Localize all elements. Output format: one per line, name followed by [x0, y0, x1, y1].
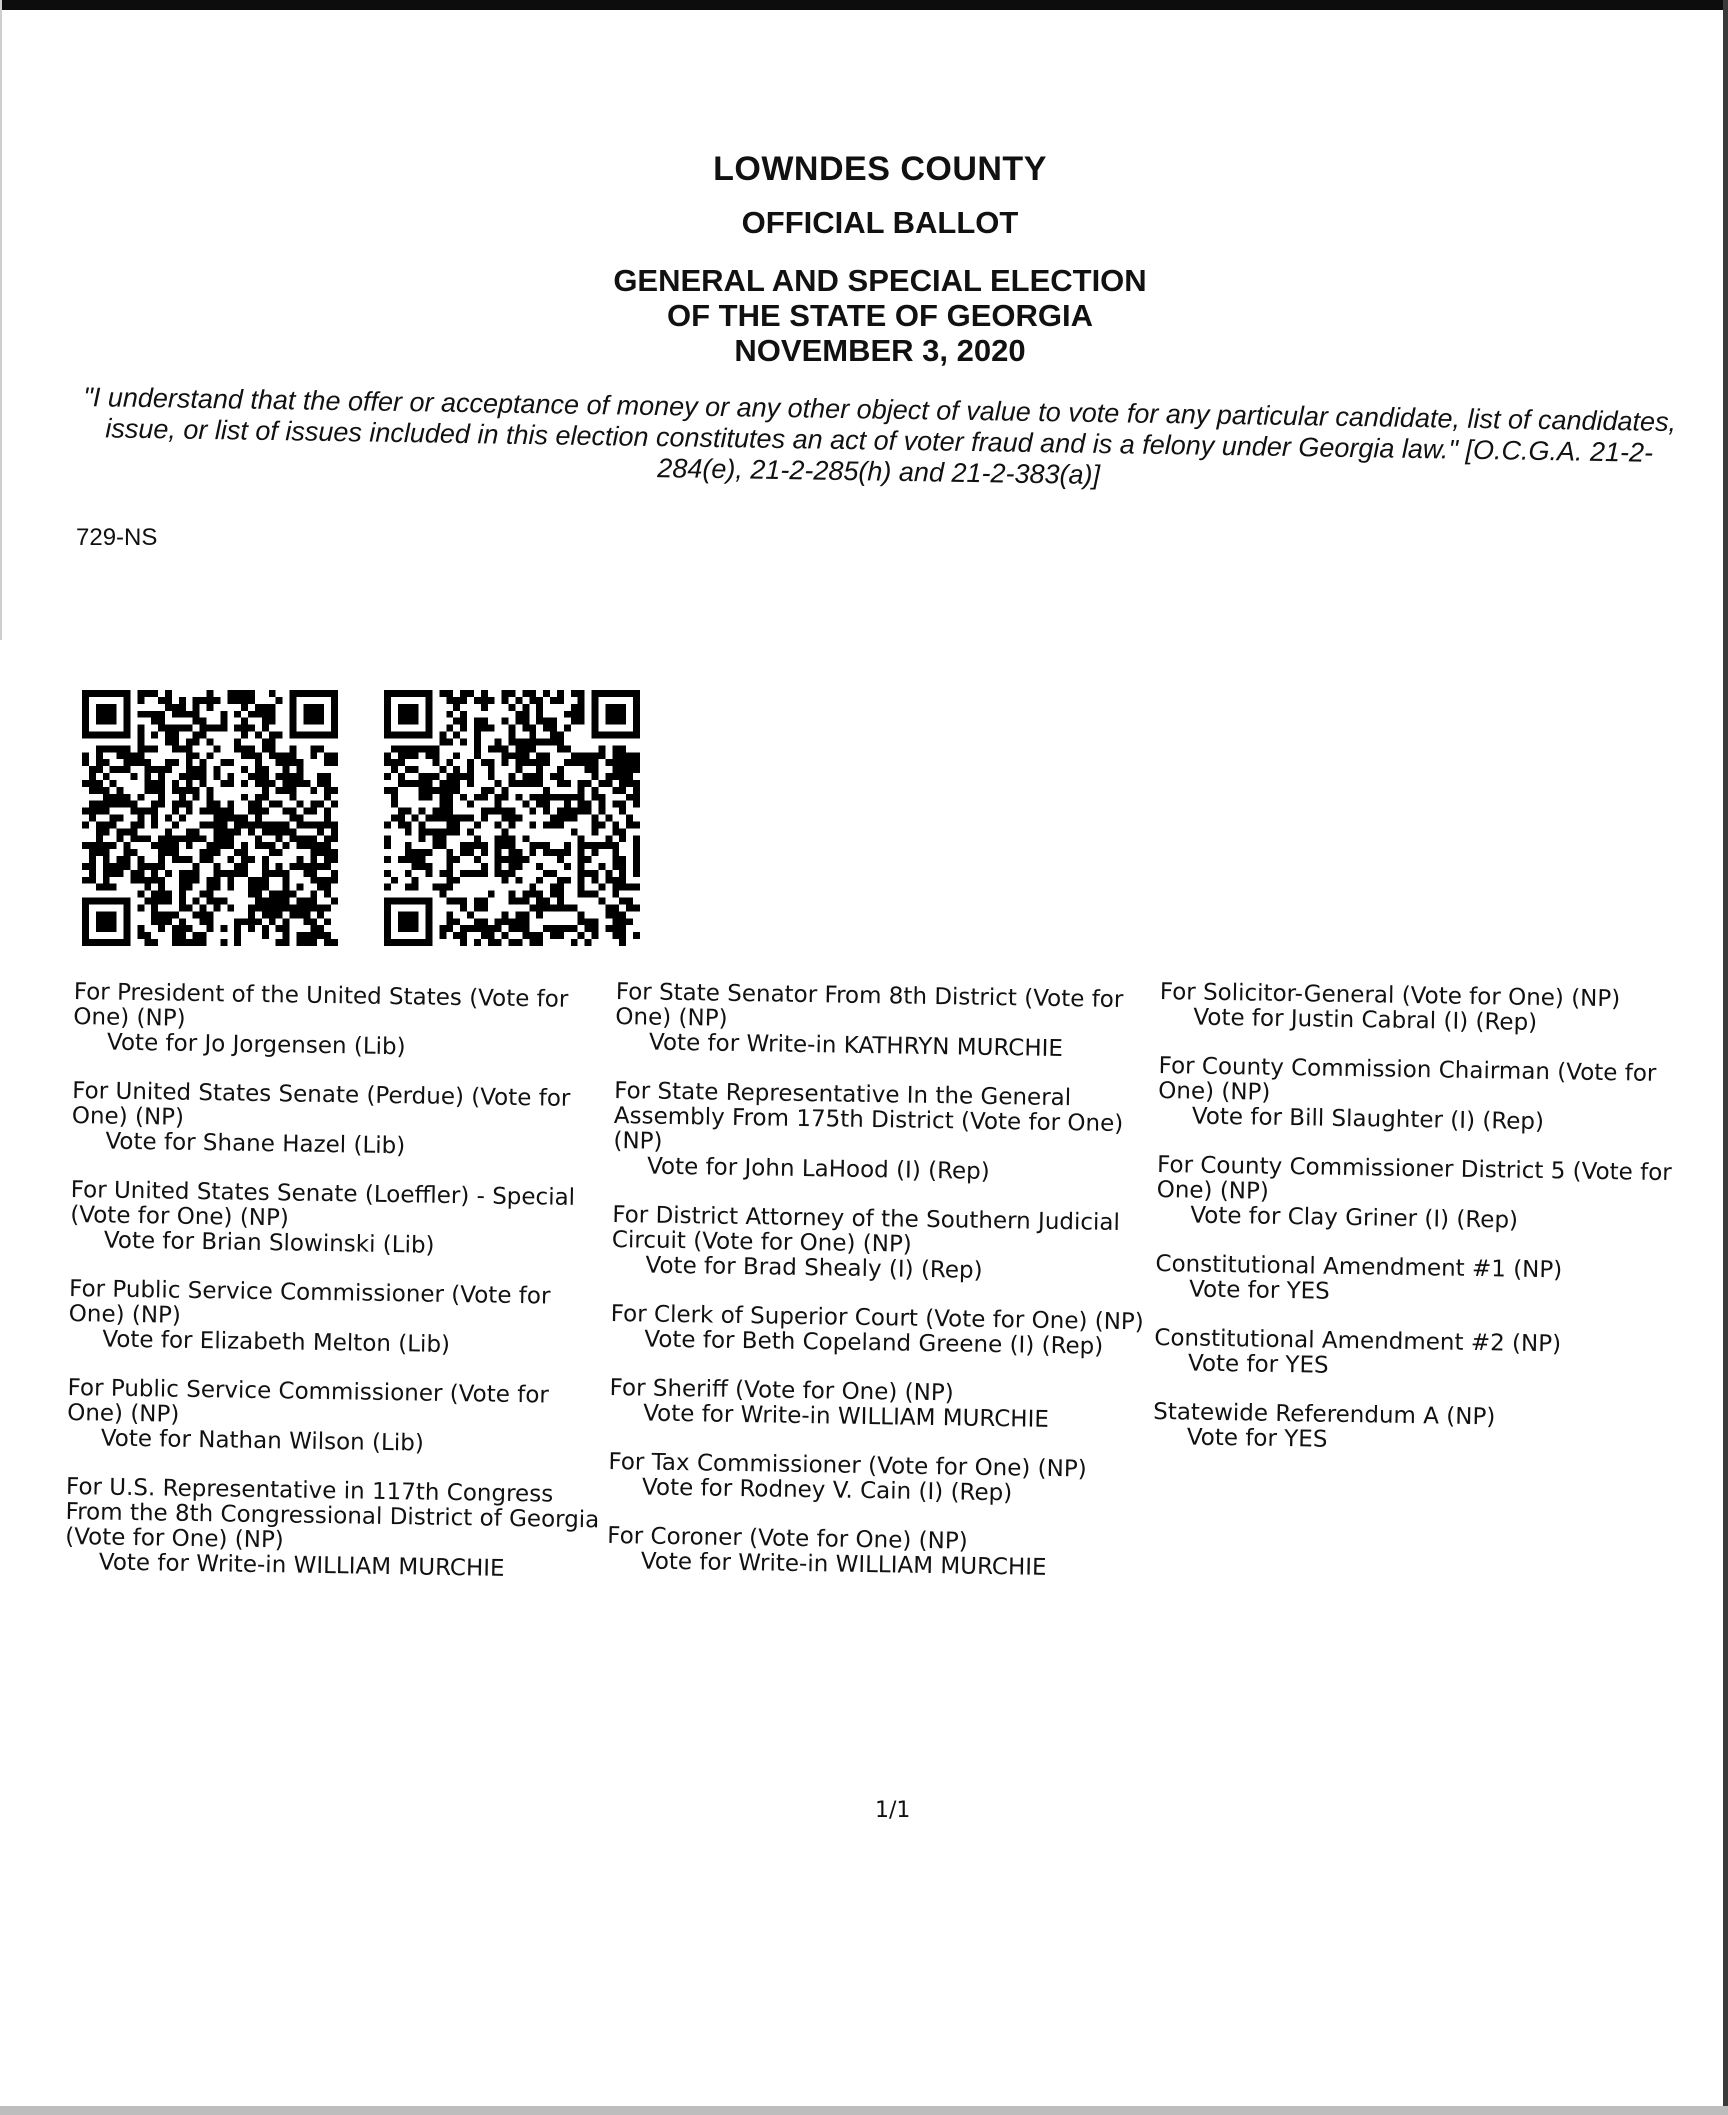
contest-title: For State Senator From 8th District (Vote for One) (NP) [615, 979, 1124, 1032]
scan-edge-left [0, 0, 2, 640]
contest-title: For President of the United States (Vote for One) (NP) [73, 979, 569, 1032]
contest-item [1153, 1400, 1674, 1458]
scan-edge-top [0, 0, 1728, 10]
contest-title: For State Representative In the General Assembly From 175th District (Vote for One) (NP) [613, 1077, 1124, 1155]
contest-selection: Vote for Shane Hazel (Lib) [105, 1128, 406, 1160]
selections-column-1 [64, 980, 614, 1607]
election-name-line-2: OF THE STATE OF GEORGIA [667, 298, 1093, 333]
county-title: LOWNDES COUNTY [713, 150, 1047, 188]
contest-selection: Vote for Nathan Wilson (Lib) [100, 1425, 424, 1457]
contest-title: For Tax Commissioner (Vote for One) (NP) [608, 1448, 1087, 1483]
contest-item [73, 980, 614, 1063]
election-date: NOVEMBER 3, 2020 [734, 333, 1026, 368]
contest-item [65, 1475, 607, 1583]
contest-item [1158, 1054, 1679, 1137]
contest-selection: Vote for Brad Shealy (I) (Rep) [645, 1252, 983, 1284]
ballot-header [440, 150, 1320, 368]
qr-code-1 [72, 690, 348, 946]
page-number: 1/1 [875, 1798, 911, 1823]
contest-item [1156, 1153, 1677, 1236]
contest-selection: Vote for Beth Copeland Greene (I) (Rep) [644, 1326, 1104, 1360]
contest-selection: Vote for Jo Jorgensen (Lib) [106, 1029, 406, 1061]
contest-selection: Vote for Brian Slowinski (Lib) [103, 1227, 435, 1259]
scan-edge-bottom [0, 2106, 1728, 2115]
contest-item [610, 1302, 1151, 1360]
contest-title: For County Commissioner District 5 (Vote for One) (NP) [1156, 1151, 1672, 1205]
contest-selection: Vote for Clay Griner (I) (Rep) [1190, 1202, 1519, 1234]
contest-title: For Public Service Commissioner (Vote for One) (NP) [68, 1275, 551, 1329]
contest-item [1154, 1326, 1675, 1384]
contest-selection: Vote for YES [1187, 1350, 1329, 1379]
ballot-type-title: OFFICIAL BALLOT [741, 205, 1019, 240]
contest-selection: Vote for Write-in KATHRYN MURCHIE [648, 1029, 1064, 1063]
contest-item [1159, 980, 1680, 1038]
contest-item [613, 1079, 1155, 1187]
scan-edge-right [1723, 0, 1728, 2115]
contest-selection: Vote for Write-in WILLIAM MURCHIE [640, 1548, 1047, 1581]
contest-item [71, 1079, 612, 1162]
contest-title: Constitutional Amendment #1 (NP) [1155, 1250, 1563, 1284]
contest-selection: Vote for Justin Cabral (I) (Rep) [1193, 1004, 1538, 1036]
contest-item [1155, 1252, 1676, 1310]
contest-title: For U.S. Representative in 117th Congress From the 8th Congressional District of Georgia (Vote for One) (NP) [65, 1473, 600, 1554]
contest-title: Statewide Referendum A (NP) [1153, 1398, 1496, 1431]
contest-selection: Vote for Write-in WILLIAM MURCHIE [642, 1400, 1050, 1433]
election-name-line-1: GENERAL AND SPECIAL ELECTION [613, 263, 1147, 298]
contest-title: For District Attorney of the Southern Judicial Circuit (Vote for One) (NP) [611, 1201, 1121, 1258]
contest-selection: Vote for Rodney V. Cain (I) (Rep) [641, 1474, 1013, 1507]
contest-selection: Vote for Write-in WILLIAM MURCHIE [98, 1549, 505, 1582]
contest-title: For County Commission Chairman (Vote for One) (NP) [1158, 1052, 1657, 1106]
contest-title: For Clerk of Superior Court (Vote for One) (NP) [610, 1300, 1144, 1336]
ballot-style-id: 729-NS [76, 524, 158, 551]
contest-selection: Vote for YES [1188, 1276, 1330, 1305]
contest-item [608, 1450, 1149, 1508]
contest-title: For United States Senate (Perdue) (Vote for One) (NP) [71, 1077, 571, 1131]
contest-title: Constitutional Amendment #2 (NP) [1154, 1324, 1562, 1358]
contest-title: For United States Senate (Loeffler) - Special (Vote for One) (NP) [70, 1176, 576, 1232]
contest-item [611, 1203, 1152, 1286]
selections-column-2 [606, 980, 1156, 1606]
contest-title: For Sheriff (Vote for One) (NP) [609, 1374, 954, 1407]
contest-item [70, 1178, 611, 1261]
selections-column-3 [1152, 980, 1680, 1482]
contest-item [609, 1376, 1150, 1434]
contest-selection: Vote for Bill Slaughter (I) (Rep) [1191, 1103, 1545, 1136]
contest-selection: Vote for Elizabeth Melton (Lib) [102, 1326, 451, 1358]
contest-selection: Vote for John LaHood (I) (Rep) [646, 1153, 990, 1185]
contest-item [68, 1277, 609, 1360]
contest-title: For Public Service Commissioner (Vote for One) (NP) [66, 1374, 550, 1428]
contest-item [615, 980, 1156, 1063]
voter-fraud-notice: "I understand that the offer or acceptance of money or any other object of value to vote for any particular candidate, list of candidates, issue, or list of issues included in this election constitutes an act of voter fraud and is a felony under Georgia law." [O.C.G.A. 21-2-284(e), 21-2-285(h) and 21-2-383(a)] [83, 382, 1677, 491]
contest-item [67, 1376, 608, 1459]
contest-title: For Solicitor-General (Vote for One) (NP) [1159, 979, 1621, 1013]
contest-selection: Vote for YES [1186, 1424, 1328, 1453]
contest-title: For Coroner (Vote for One) (NP) [607, 1522, 968, 1555]
contest-item [607, 1524, 1148, 1582]
qr-code-2 [374, 690, 650, 946]
